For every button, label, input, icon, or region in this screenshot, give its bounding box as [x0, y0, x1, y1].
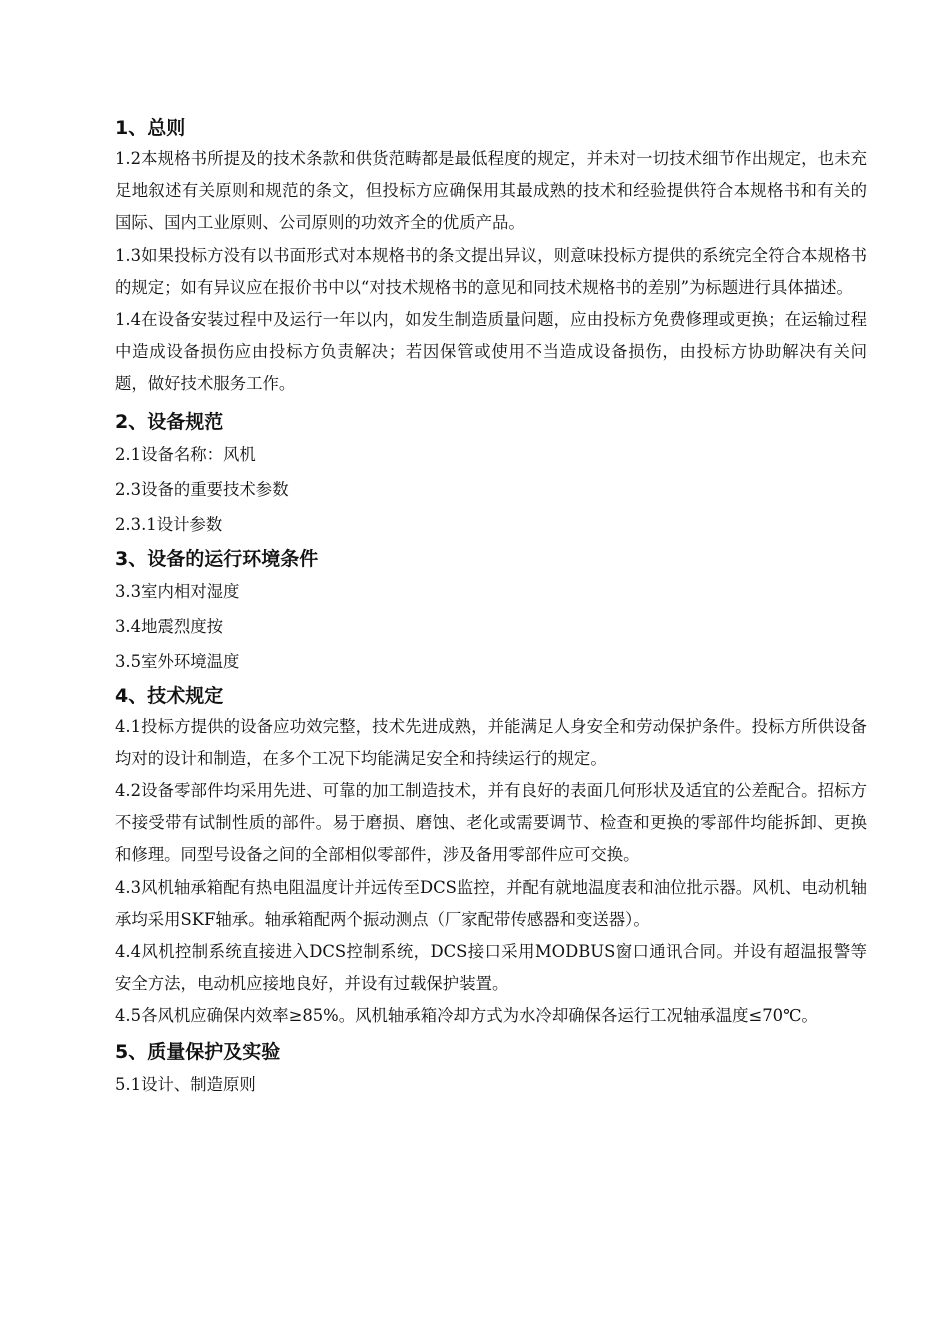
paragraph-3-4: 3.4地震烈度按	[115, 616, 224, 636]
paragraph-3-5: 3.5室外环境温度	[115, 651, 240, 671]
paragraph-4-4: 4.4风机控制系统直接进入DCS控制系统，DCS接口采用MODBUS窗口通讯合同。并设有超温报警等安全方法，电动机应接地良好，并设有过载保护装置。	[115, 942, 867, 994]
paragraph-2-3: 2.3设备的重要技术参数	[115, 479, 289, 499]
section-heading-3: 3、设备的运行环境条件	[115, 547, 319, 570]
paragraph-5-1: 5.1设计、制造原则	[115, 1074, 256, 1094]
paragraph-4-5: 4.5各风机应确保内效率≥85%。风机轴承箱冷却方式为水冷却确保各运行工况轴承温度≤70℃。	[115, 1006, 818, 1026]
section-heading-2: 2、设备规范	[115, 410, 224, 433]
section-heading-5: 5、质量保护及实验	[115, 1040, 281, 1063]
paragraph-2-3-1: 2.3.1设计参数	[115, 514, 223, 534]
paragraph-1-4: 1.4在设备安装过程中及运行一年以内，如发生制造质量问题，应由投标方免费修理或更换；在运输过程中造成设备损伤应由投标方负责解决；若因保管或使用不当造成设备损伤，由投标方协助解决有关问题，做好技术服务工作。	[115, 310, 867, 394]
document-page	[115, 113, 867, 1102]
paragraph-4-1: 4.1投标方提供的设备应功效完整，技术先进成熟，并能满足人身安全和劳动保护条件。投标方所供设备均对的设计和制造，在多个工况下均能满足安全和持续运行的规定。	[115, 716, 867, 768]
paragraph-4-3: 4.3风机轴承箱配有热电阻温度计并远传至DCS监控，并配有就地温度表和油位批示器。风机、电动机轴承均采用SKF轴承。轴承箱配两个振动测点（厂家配带传感器和变送器）。	[115, 877, 867, 929]
section-heading-4: 4、技术规定	[115, 684, 224, 707]
paragraph-4-2: 4.2设备零部件均采用先进、可靠的加工制造技术，并有良好的表面几何形状及适宜的公差配合。招标方不接受带有试制性质的部件。易于磨损、磨蚀、老化或需要调节、检查和更换的零部件均能拆卸、更换和修理。同型号设备之间的全部相似零部件，涉及备用零部件应可交换。	[115, 781, 867, 865]
section-heading-1: 1、总则	[115, 117, 186, 139]
paragraph-1-3: 1.3如果投标方没有以书面形式对本规格书的条文提出异议，则意味投标方提供的系统完全符合本规格书的规定；如有异议应在报价书中以“对技术规格书的意见和同技术规格书的差别”为标题进行具体描述。	[115, 245, 867, 297]
paragraph-3-3: 3.3室内相对湿度	[115, 581, 240, 601]
paragraph-1-2: 1.2本规格书所提及的技术条款和供货范畴都是最低程度的规定，并未对一切技术细节作出规定，也未充足地叙述有关原则和规范的条文，但投标方应确保用其最成熟的技术和经验提供符合本规格书和有关的国际、国内工业原则、公司原则的功效齐全的优质产品。	[115, 149, 867, 233]
paragraph-2-1: 2.1设备名称：风机	[115, 444, 256, 464]
